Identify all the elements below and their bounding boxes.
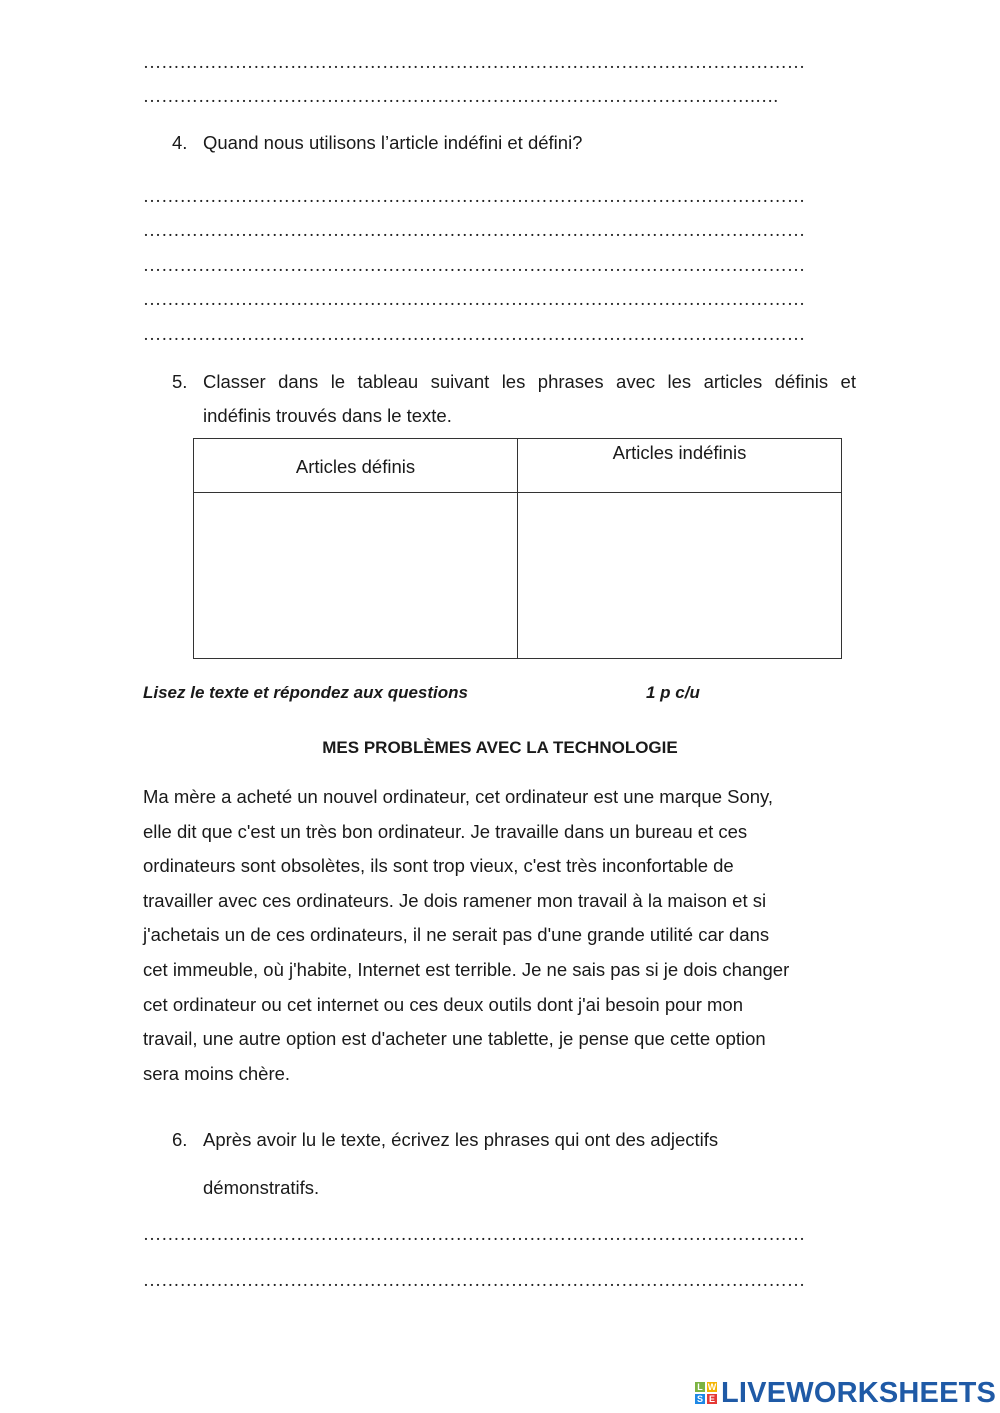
paragraph-line: j'achetais un de ces ordinateurs, il ne serait pas d'une grande utilité car dans (143, 924, 770, 946)
logo-mark-letter: S (696, 1394, 703, 1404)
paragraph-line: travailler avec ces ordinateurs. Je dois ramener mon travail à la maison et si (143, 889, 767, 911)
table-header-definis: Articles définis (194, 439, 518, 493)
question-4-text: Quand nous utilisons l’article indéfini et défini? (203, 132, 583, 153)
answer-line[interactable]: ……………………………………………………………………………………………… (143, 1270, 806, 1290)
answer-line[interactable]: ……………………………………………………………………………………………… (143, 289, 806, 309)
paragraph-line: travail, une autre option est d'acheter une tablette, je pense que cette option (143, 1028, 766, 1050)
question-5-line-1: Classer dans le tableau suivant les phrases avec les articles définis et (203, 371, 856, 392)
logo-mark-letter: E (708, 1394, 715, 1404)
reading-title: MES PROBLÈMES AVEC LA TECHNOLOGIE (322, 738, 678, 757)
answer-line[interactable]: ……………………………………………………………………………………………… (143, 255, 806, 275)
answer-line[interactable]: ……………………………………………………………………………………………… (143, 52, 806, 72)
table-header-indefinis: Articles indéfinis (518, 439, 842, 493)
question-5-number: 5. (172, 371, 188, 392)
logo-text: LIVEWORKSHEETS (721, 1376, 997, 1409)
logo-mark-letter: W (707, 1382, 717, 1392)
articles-table (193, 438, 842, 659)
logo-mark-icon (695, 1382, 717, 1404)
answer-line[interactable]: ……………………………………………………………………………………………… (143, 186, 806, 206)
logo-mark-letter: L (695, 1382, 705, 1392)
table-cell-definis[interactable] (194, 493, 518, 659)
answer-line[interactable]: ……………………………………………………………………………………….…. (143, 86, 779, 106)
question-4-number: 4. (172, 132, 188, 153)
question-6-line-2: démonstratifs. (203, 1177, 320, 1198)
paragraph-line: sera moins chère. (143, 1062, 291, 1084)
points-label: 1 p c/u (646, 683, 700, 702)
answer-line[interactable]: ……………………………………………………………………………………………… (143, 1224, 806, 1244)
paragraph-line: elle dit que c'est un très bon ordinateur. Je travaille dans un bureau et ces (143, 820, 748, 842)
liveworksheets-logo (695, 1376, 996, 1410)
paragraph-line: ordinateurs sont obsolètes, ils sont trop vieux, c'est très inconfortable de (143, 855, 734, 877)
reading-paragraph (143, 780, 863, 1091)
question-6-line-1: Après avoir lu le texte, écrivez les phrases qui ont des adjectifs (203, 1129, 719, 1150)
paragraph-line: cet ordinateur ou cet internet ou ces deux outils dont j'ai besoin pour mon (143, 993, 744, 1015)
table-cell-indefinis[interactable] (518, 493, 842, 659)
reading-instruction: Lisez le texte et répondez aux questions (143, 683, 468, 702)
paragraph-line: cet immeuble, où j'habite, Internet est terrible. Je ne sais pas si je dois changer (143, 958, 790, 980)
question-6-number: 6. (172, 1129, 188, 1150)
paragraph-line: Ma mère a acheté un nouvel ordinateur, cet ordinateur est une marque Sony, (143, 786, 774, 807)
answer-line[interactable]: ……………………………………………………………………………………………… (143, 220, 806, 240)
question-5-line-2: indéfinis trouvés dans le texte. (203, 405, 452, 426)
answer-line[interactable]: ……………………………………………………………………………………………… (143, 324, 806, 344)
